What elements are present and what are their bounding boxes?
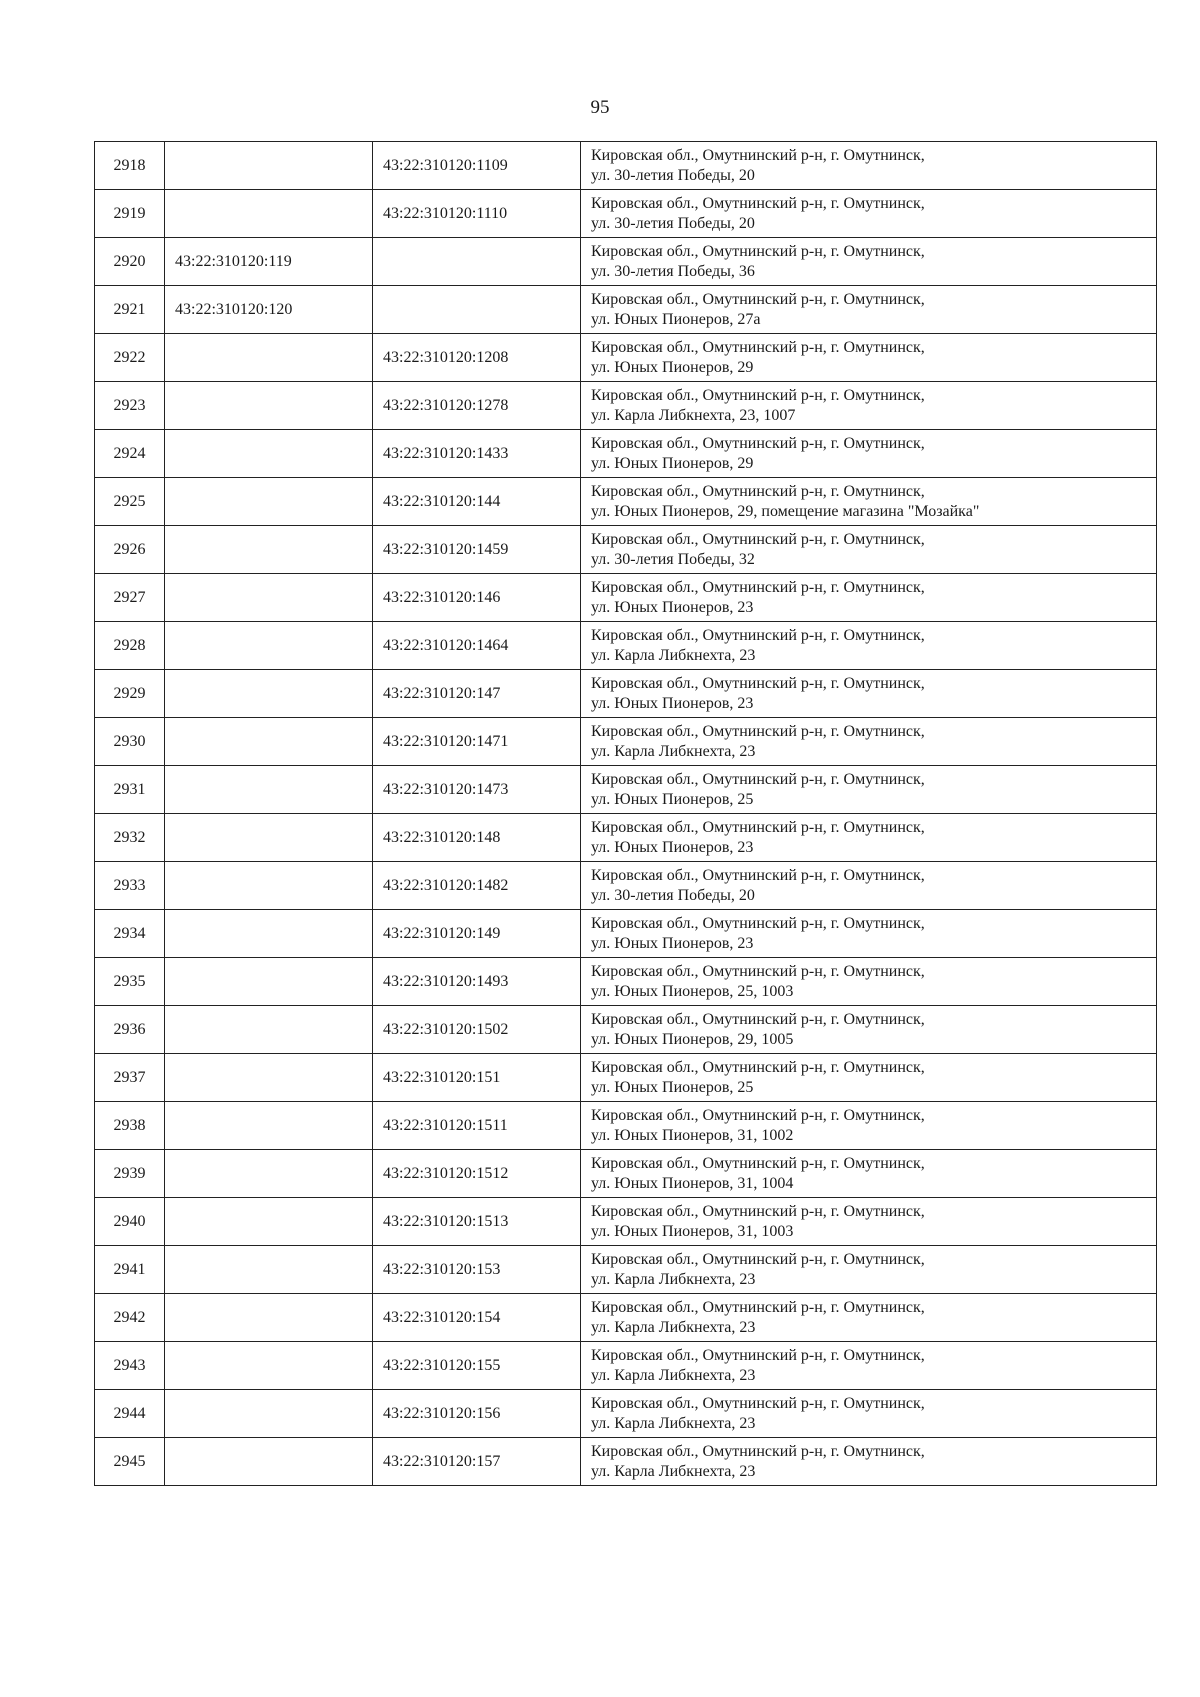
address-line-2: ул. Карла Либкнехта, 23	[591, 1462, 756, 1480]
cadastral-number-cell: 43:22:310120:1502	[373, 1006, 581, 1054]
table-row	[95, 862, 1157, 910]
table-row	[95, 526, 1157, 574]
address-line-1: Кировская обл., Омутнинский р-н, г. Омутнинск,	[591, 434, 925, 452]
address-line-1: Кировская обл., Омутнинский р-н, г. Омутнинск,	[591, 1154, 925, 1172]
address-line-2: ул. 30-летия Победы, 20	[591, 214, 755, 232]
address-line-2: ул. Карла Либкнехта, 23	[591, 1318, 756, 1336]
address-cell	[581, 910, 1157, 958]
address-cell	[581, 334, 1157, 382]
table-row	[95, 958, 1157, 1006]
address-cell	[581, 862, 1157, 910]
row-number-cell: 2944	[95, 1390, 165, 1438]
cadastral-number-cell: 43:22:310120:154	[373, 1294, 581, 1342]
address-cell	[581, 622, 1157, 670]
row-number-cell: 2935	[95, 958, 165, 1006]
row-number-cell: 2928	[95, 622, 165, 670]
address-line-1: Кировская обл., Омутнинский р-н, г. Омутнинск,	[591, 1202, 925, 1220]
cadastral-number-cell: 43:22:310120:1459	[373, 526, 581, 574]
address-line-2: ул. Юных Пионеров, 29, 1005	[591, 1030, 794, 1048]
row-number-cell: 2921	[95, 286, 165, 334]
table-row	[95, 1246, 1157, 1294]
address-cell	[581, 1438, 1157, 1486]
old-cadastral-number-cell	[165, 430, 373, 478]
cadastral-number-cell: 43:22:310120:1278	[373, 382, 581, 430]
address-line-2: ул. Юных Пионеров, 23	[591, 838, 754, 856]
row-number-cell: 2939	[95, 1150, 165, 1198]
table-row	[95, 190, 1157, 238]
old-cadastral-number-cell	[165, 1198, 373, 1246]
address-line-1: Кировская обл., Омутнинский р-н, г. Омутнинск,	[591, 146, 925, 164]
address-line-1: Кировская обл., Омутнинский р-н, г. Омутнинск,	[591, 1298, 925, 1316]
old-cadastral-number-cell	[165, 1150, 373, 1198]
cadastral-number-cell: 43:22:310120:153	[373, 1246, 581, 1294]
cadastral-number-cell	[373, 238, 581, 286]
old-cadastral-number-cell	[165, 190, 373, 238]
address-line-1: Кировская обл., Омутнинский р-н, г. Омутнинск,	[591, 770, 925, 788]
table-row	[95, 622, 1157, 670]
row-number-cell: 2930	[95, 718, 165, 766]
row-number-cell: 2938	[95, 1102, 165, 1150]
cadastral-number-cell: 43:22:310120:1493	[373, 958, 581, 1006]
old-cadastral-number-cell	[165, 814, 373, 862]
row-number-cell: 2923	[95, 382, 165, 430]
address-line-1: Кировская обл., Омутнинский р-н, г. Омутнинск,	[591, 194, 925, 212]
address-line-1: Кировская обл., Омутнинский р-н, г. Омутнинск,	[591, 674, 925, 692]
address-line-2: ул. Юных Пионеров, 23	[591, 598, 754, 616]
old-cadastral-number-cell	[165, 478, 373, 526]
cadastral-number-cell: 43:22:310120:157	[373, 1438, 581, 1486]
row-number-cell: 2925	[95, 478, 165, 526]
address-cell	[581, 190, 1157, 238]
address-line-2: ул. Юных Пионеров, 25	[591, 790, 754, 808]
old-cadastral-number-cell	[165, 910, 373, 958]
address-line-2: ул. Юных Пионеров, 31, 1002	[591, 1126, 794, 1144]
cadastral-number-cell: 43:22:310120:1208	[373, 334, 581, 382]
table-row	[95, 142, 1157, 190]
address-cell	[581, 286, 1157, 334]
cadastral-number-cell: 43:22:310120:148	[373, 814, 581, 862]
row-number-cell: 2945	[95, 1438, 165, 1486]
address-line-1: Кировская обл., Омутнинский р-н, г. Омутнинск,	[591, 722, 925, 740]
address-line-2: ул. 30-летия Победы, 36	[591, 262, 755, 280]
row-number-cell: 2920	[95, 238, 165, 286]
row-number-cell: 2929	[95, 670, 165, 718]
address-line-1: Кировская обл., Омутнинский р-н, г. Омутнинск,	[591, 1058, 925, 1076]
address-cell	[581, 1198, 1157, 1246]
old-cadastral-number-cell	[165, 718, 373, 766]
cadastral-number-cell	[373, 286, 581, 334]
register-body	[95, 142, 1157, 1486]
old-cadastral-number-cell	[165, 334, 373, 382]
table-row	[95, 1294, 1157, 1342]
row-number-cell: 2922	[95, 334, 165, 382]
row-number-cell: 2934	[95, 910, 165, 958]
old-cadastral-number-cell	[165, 622, 373, 670]
address-line-1: Кировская обл., Омутнинский р-н, г. Омутнинск,	[591, 1010, 925, 1028]
cadastral-number-cell: 43:22:310120:1473	[373, 766, 581, 814]
table-row	[95, 238, 1157, 286]
address-line-2: ул. Юных Пионеров, 29	[591, 358, 754, 376]
address-line-1: Кировская обл., Омутнинский р-н, г. Омутнинск,	[591, 290, 925, 308]
table-row	[95, 1150, 1157, 1198]
row-number-cell: 2943	[95, 1342, 165, 1390]
address-cell	[581, 142, 1157, 190]
cadastral-number-cell: 43:22:310120:1482	[373, 862, 581, 910]
address-line-2: ул. Юных Пионеров, 29, помещение магазина "Мозайка"	[591, 502, 980, 520]
address-line-1: Кировская обл., Омутнинский р-н, г. Омутнинск,	[591, 866, 925, 884]
table-row	[95, 1054, 1157, 1102]
address-cell	[581, 1054, 1157, 1102]
old-cadastral-number-cell	[165, 862, 373, 910]
cadastral-number-cell: 43:22:310120:1464	[373, 622, 581, 670]
address-line-2: ул. Карла Либкнехта, 23	[591, 646, 756, 664]
address-cell	[581, 1006, 1157, 1054]
row-number-cell: 2932	[95, 814, 165, 862]
address-line-1: Кировская обл., Омутнинский р-н, г. Омутнинск,	[591, 1250, 925, 1268]
table-row	[95, 670, 1157, 718]
table-row	[95, 1006, 1157, 1054]
address-line-2: ул. 30-летия Победы, 20	[591, 166, 755, 184]
address-cell	[581, 526, 1157, 574]
address-cell	[581, 1246, 1157, 1294]
address-cell	[581, 574, 1157, 622]
old-cadastral-number-cell	[165, 574, 373, 622]
address-line-1: Кировская обл., Омутнинский р-н, г. Омутнинск,	[591, 242, 925, 260]
address-line-1: Кировская обл., Омутнинский р-н, г. Омутнинск,	[591, 962, 925, 980]
cadastral-number-cell: 43:22:310120:155	[373, 1342, 581, 1390]
row-number-cell: 2918	[95, 142, 165, 190]
address-line-2: ул. Юных Пионеров, 29	[591, 454, 754, 472]
register-table	[94, 141, 1157, 1486]
table-row	[95, 574, 1157, 622]
address-cell	[581, 1294, 1157, 1342]
address-cell	[581, 766, 1157, 814]
old-cadastral-number-cell	[165, 1054, 373, 1102]
old-cadastral-number-cell	[165, 1390, 373, 1438]
old-cadastral-number-cell	[165, 142, 373, 190]
cadastral-number-cell: 43:22:310120:1110	[373, 190, 581, 238]
old-cadastral-number-cell	[165, 1438, 373, 1486]
address-cell	[581, 238, 1157, 286]
address-line-2: ул. Юных Пионеров, 27а	[591, 310, 761, 328]
address-line-1: Кировская обл., Омутнинский р-н, г. Омутнинск,	[591, 914, 925, 932]
row-number-cell: 2927	[95, 574, 165, 622]
table-row	[95, 718, 1157, 766]
address-line-1: Кировская обл., Омутнинский р-н, г. Омутнинск,	[591, 1394, 925, 1412]
address-cell	[581, 718, 1157, 766]
cadastral-number-cell: 43:22:310120:1109	[373, 142, 581, 190]
old-cadastral-number-cell	[165, 958, 373, 1006]
old-cadastral-number-cell	[165, 526, 373, 574]
cadastral-number-cell: 43:22:310120:156	[373, 1390, 581, 1438]
address-line-1: Кировская обл., Омутнинский р-н, г. Омутнинск,	[591, 1106, 925, 1124]
old-cadastral-number-cell	[165, 1294, 373, 1342]
address-line-1: Кировская обл., Омутнинский р-н, г. Омутнинск,	[591, 482, 925, 500]
row-number-cell: 2931	[95, 766, 165, 814]
table-row	[95, 430, 1157, 478]
address-line-2: ул. 30-летия Победы, 20	[591, 886, 755, 904]
row-number-cell: 2937	[95, 1054, 165, 1102]
table-row	[95, 1102, 1157, 1150]
table-row	[95, 1438, 1157, 1486]
address-line-2: ул. Карла Либкнехта, 23	[591, 742, 756, 760]
table-row	[95, 814, 1157, 862]
address-line-2: ул. Карла Либкнехта, 23, 1007	[591, 406, 796, 424]
address-line-1: Кировская обл., Омутнинский р-н, г. Омутнинск,	[591, 530, 925, 548]
row-number-cell: 2941	[95, 1246, 165, 1294]
address-line-2: ул. Карла Либкнехта, 23	[591, 1414, 756, 1432]
address-line-2: ул. Юных Пионеров, 31, 1004	[591, 1174, 794, 1192]
old-cadastral-number-cell	[165, 670, 373, 718]
table-row	[95, 1342, 1157, 1390]
cadastral-number-cell: 43:22:310120:149	[373, 910, 581, 958]
address-cell	[581, 958, 1157, 1006]
address-cell	[581, 814, 1157, 862]
address-line-1: Кировская обл., Омутнинский р-н, г. Омутнинск,	[591, 338, 925, 356]
address-cell	[581, 430, 1157, 478]
page-number: 95	[590, 97, 610, 118]
cadastral-number-cell: 43:22:310120:146	[373, 574, 581, 622]
old-cadastral-number-cell	[165, 1342, 373, 1390]
old-cadastral-number-cell: 43:22:310120:119	[165, 238, 373, 286]
address-line-2: ул. Карла Либкнехта, 23	[591, 1366, 756, 1384]
cadastral-number-cell: 43:22:310120:1513	[373, 1198, 581, 1246]
address-line-2: ул. Юных Пионеров, 25, 1003	[591, 982, 794, 1000]
table-row	[95, 286, 1157, 334]
cadastral-number-cell: 43:22:310120:151	[373, 1054, 581, 1102]
address-cell	[581, 1342, 1157, 1390]
old-cadastral-number-cell	[165, 766, 373, 814]
row-number-cell: 2942	[95, 1294, 165, 1342]
old-cadastral-number-cell	[165, 382, 373, 430]
address-line-1: Кировская обл., Омутнинский р-н, г. Омутнинск,	[591, 818, 925, 836]
table-row	[95, 910, 1157, 958]
address-cell	[581, 382, 1157, 430]
cadastral-number-cell: 43:22:310120:1511	[373, 1102, 581, 1150]
old-cadastral-number-cell	[165, 1006, 373, 1054]
address-line-1: Кировская обл., Омутнинский р-н, г. Омутнинск,	[591, 1346, 925, 1364]
address-line-1: Кировская обл., Омутнинский р-н, г. Омутнинск,	[591, 626, 925, 644]
address-line-2: ул. 30-летия Победы, 32	[591, 550, 755, 568]
address-line-2: ул. Юных Пионеров, 25	[591, 1078, 754, 1096]
address-cell	[581, 670, 1157, 718]
table-row	[95, 478, 1157, 526]
address-cell	[581, 1390, 1157, 1438]
address-line-2: ул. Карла Либкнехта, 23	[591, 1270, 756, 1288]
address-cell	[581, 478, 1157, 526]
address-cell	[581, 1150, 1157, 1198]
address-line-2: ул. Юных Пионеров, 23	[591, 934, 754, 952]
cadastral-number-cell: 43:22:310120:144	[373, 478, 581, 526]
address-cell	[581, 1102, 1157, 1150]
address-line-2: ул. Юных Пионеров, 31, 1003	[591, 1222, 794, 1240]
table-row	[95, 334, 1157, 382]
table-row	[95, 1390, 1157, 1438]
old-cadastral-number-cell	[165, 1246, 373, 1294]
row-number-cell: 2924	[95, 430, 165, 478]
address-line-1: Кировская обл., Омутнинский р-н, г. Омутнинск,	[591, 578, 925, 596]
cadastral-number-cell: 43:22:310120:1433	[373, 430, 581, 478]
row-number-cell: 2933	[95, 862, 165, 910]
row-number-cell: 2926	[95, 526, 165, 574]
row-number-cell: 2936	[95, 1006, 165, 1054]
address-line-2: ул. Юных Пионеров, 23	[591, 694, 754, 712]
table-row	[95, 766, 1157, 814]
address-line-1: Кировская обл., Омутнинский р-н, г. Омутнинск,	[591, 386, 925, 404]
old-cadastral-number-cell: 43:22:310120:120	[165, 286, 373, 334]
cadastral-number-cell: 43:22:310120:147	[373, 670, 581, 718]
cadastral-number-cell: 43:22:310120:1471	[373, 718, 581, 766]
address-line-1: Кировская обл., Омутнинский р-н, г. Омутнинск,	[591, 1442, 925, 1460]
row-number-cell: 2940	[95, 1198, 165, 1246]
row-number-cell: 2919	[95, 190, 165, 238]
table-row	[95, 382, 1157, 430]
old-cadastral-number-cell	[165, 1102, 373, 1150]
table-row	[95, 1198, 1157, 1246]
cadastral-number-cell: 43:22:310120:1512	[373, 1150, 581, 1198]
